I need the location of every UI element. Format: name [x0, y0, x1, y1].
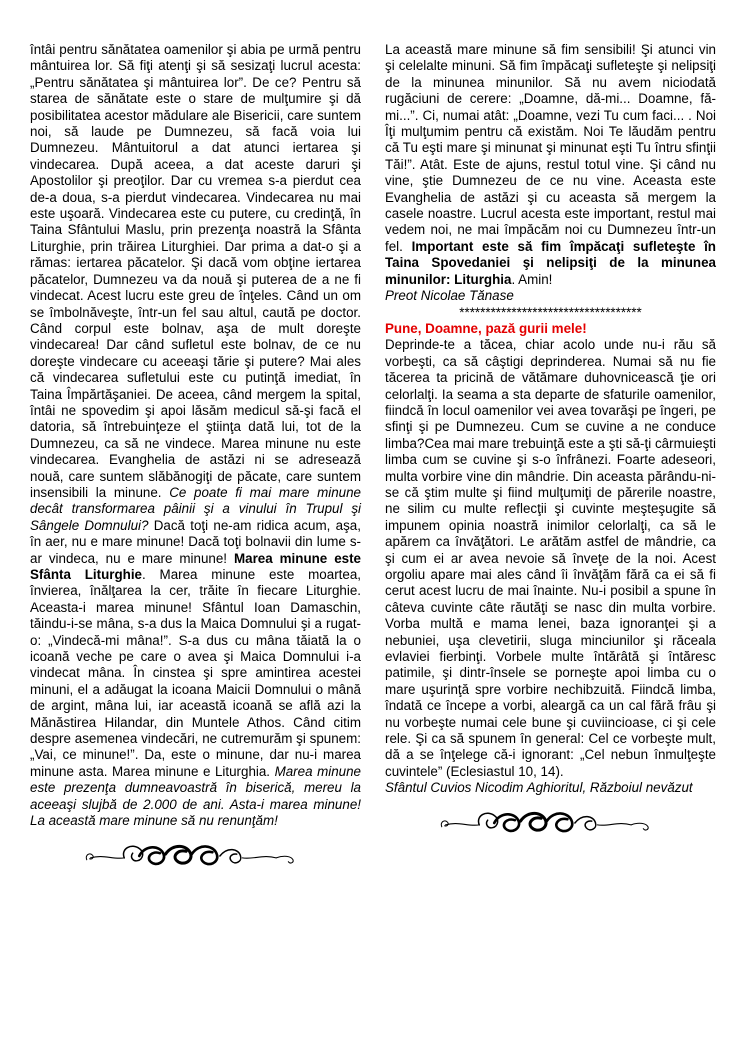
text-segment: Marea minune este Sfânta Liturghie	[30, 550, 362, 582]
text-segment: Important este să fim împăcaţi sufleteşte în Taina Spovedaniei şi nelipsiţi de la minunea minunilor: Liturghia	[385, 238, 716, 287]
flourish-divider-icon	[30, 839, 361, 873]
text-segment: Dacă toţi ne-am ridica acum, aşa, în aer, nu e mare minune! Dacă toţi bolnavii din lume s-ar vindeca, nu e mare minune!	[30, 517, 361, 566]
text-segment: . Marea minune este moartea, învierea, înălţarea la cer, trăite în fiecare Liturghie. Aceasta-i marea minune! Sfântul Ioan Damaschin, tăindu-i-se mâna, s-a dus la Maica Domnului şi a rugat-o: „Vindecă-mi mâna!”. S-a dus cu mâna tăiată la o icoană veche pe care o avea şi Maica Domnului i-a vindecat mâna. În cinstea şi spre amintirea acestei minuni, el a adăugat la icoana Maicii Domnului o mână de argint, mâna lui, iar această icoană se află azi la Mănăstirea Hilandar, din Muntele Athos. Când citim despre asemenea vindecări, ne cutremurăm şi spunem: „Vai, ce minune!”. Da, este o minune, dar nu-i marea minune asta. Marea minune e Liturghia.	[30, 567, 361, 779]
text-segment: . Amin!	[511, 271, 553, 287]
article-paragraph	[385, 42, 716, 288]
text-segment: Ce poate fi mai mare minune decât transformarea pâinii şi a vinului în Trupul şi Sângele Domnului?	[30, 484, 361, 533]
article-paragraph: Deprinde-te a tăcea, chiar acolo unde nu-i rău să vorbeşti, ca să câştigi deprinderea. Numai să nu fie tăcerea ta pricină de vătămare duhovnicească ţie ori celorlalţi. Ia seama a sta departe de sfaturile oamenilor, fiindcă în locul oamenilor vei avea tovarăşi pe îngeri, pe sfinţi şi pe Dumnezeu. Cum se cuvine a ne conduce limba?Cea mai mare trebuinţă este a şti să-ţi cârmuieşti limba cum se cuvine şi s-o înfrânezi. Foarte adeseori, multa vorbire vine din mândrie. Din aceasta părându-ni-se că ştim multe şi fiind mulţumiţi de părerile noastre, ne silim cu multe reflecţii şi cuvinte meşteşugite să impunem opinia noastră inimilor celorlalţi, ca să le apărem ca învăţători. Le arătăm astfel de mândrie, ca şi cum ei ar avea nevoie să înveţe de la noi. Acest orgoliu apare mai ales când îi învăţăm fără ca ei să fi cerut acest lucru de mai înainte. Nu-i posibil a spune în câteva cuvinte câte răutăţi se nasc din multa vorbire. Vorba multă e mama lenei, baza ignoranţei şi a nebuniei, uşa clevetirii, sluga minciunilor şi răceala evlaviei fierbinţi. Vorbele multe întărâtă şi întăresc patimile, şi dintr-însele se porneşte apoi limba cu o mare uşurinţă spre vorbire nechibzuită. Fiindcă limba, îndată ce începe a vorbi, aleargă ca un cal fără frâu şi nu vorbeşte numai cele bune şi cuviincioase, ci şi cele rele. Şi ca să spunem în general: Cel ce vorbeşte mult, dă a se înţelege că-i ignorant: „Cel nebun înmulţeşte cuvintele” (Eclesiastul 10, 14).	[385, 337, 716, 779]
text-segment: La această mare minune să fim sensibili! Şi atunci vin şi celelalte minuni. Să fim împăcaţi sufleteşte şi nelipsiţi de la minunea minunilor. Să nu avem niciodată rugăciuni de cerere: „Doamne, dă-mi... Doamne, fă-mi...”. Ci, numai atât: „Doamne, vezi Tu cum faci... . Noi Îţi mulţumim pentru că existăm. Noi Te lăudăm pentru că Tu eşti mare şi minunat şi minunat eşti Tu întru sfinţii Tăi!”. Atât. Este de ajuns, restul totul vine. Şi când nu vine, ştie Dumnezeu de ce nu vine. Aceasta este Evanghelia de astăzi şi cu aceasta să mergem la casele noastre. Lucrul acesta este important, restul mai vedem noi, ne mai împăcăm noi cu Dumnezeu într-un fel.	[385, 42, 716, 254]
text-segment: întâi pentru sănătatea oamenilor şi abia pe urmă pentru mântuirea lor. Să fiţi atenţi şi să sesizaţi lucrul acesta: „Pentru sănătatea şi mântuirea lor”. De ce? Pentru să starea de sănătate este o stare de mulţumire şi dă posibilitatea acestor mădulare ale Bisericii, care suntem noi, să laude pe Dumnezeu, să facă voia lui Dumnezeu. Mântuitorul a dat atunci iertarea şi vindecarea. După aceea, a dat aceste daruri şi Apostolilor şi preoţilor. Dar cu vremea s-a pierdut cea de-a doua, s-a pierdut vindecarea. Vindecarea nu mai este uşoară. Vindecarea este cu putere, cu credinţă, în Taina Sfântului Maslu, prin prezenţa noastră la Sfânta Liturghie, prin trăirea Liturghiei. Dar prima a dat-o şi a rămas: iertarea păcatelor. Şi dacă vom obţine iertarea păcatelor, Dumnezeu va da nouă şi puterea de a ne fi vindecat. Acest lucru este greu de înţeles. Când un om se îmbolnăveşte, într-un fel sau altul, caută pe doctor. Când corpul este bolnav, aşa de mult doreşte vindecarea! Dar când sufletul este bolnav, de ce nu doreşte vindecare cu aceeaşi tărie şi putere? Mai ales că vindecarea sufletului este cu putinţă imediat, în Taina Împărtăşaniei. De aceea, când mergem la spital, întâi ne spovedim şi apoi lăsăm medicul să-şi facă el datoria, să întrebuinţeze el ştiinţa dată lui, tot de la Dumnezeu, ca să ne vindece. Marea minune nu este vindecarea. Evanghelia de astăzi ni se adresează nouă, care suntem slăbănogiţi de păcate, care suntem insensibili la minune.	[30, 42, 361, 500]
left-column	[30, 42, 361, 1052]
article-paragraph	[30, 42, 361, 830]
text-segment: Marea minune este prezenţa dumneavoastră în biserică, mereu la aceeaşi slujbă de 2.000 de ani. Asta-i marea minune! La această mare minune să nu renunţăm!	[30, 763, 361, 829]
flourish-divider-icon	[385, 806, 716, 840]
asterisk-separator: ***********************************	[459, 304, 642, 320]
author-byline: Sfântul Cuvios Nicodim Aghioritul, Războiul nevăzut	[385, 780, 693, 796]
section-heading: Pune, Doamne, pază gurii mele!	[385, 320, 587, 336]
author-byline: Preot Nicolae Tănase	[385, 288, 514, 304]
right-column	[385, 42, 716, 1052]
